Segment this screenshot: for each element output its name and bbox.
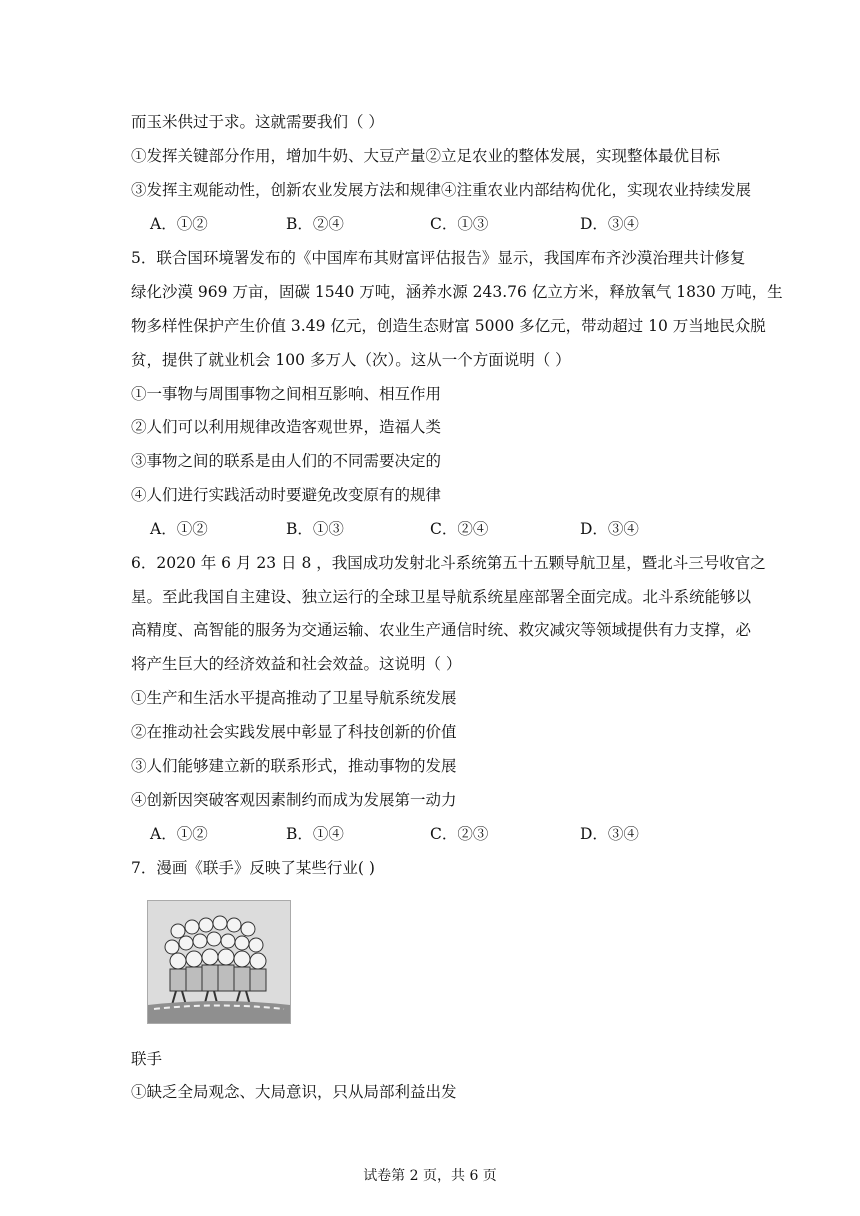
choice-d: D．③④ bbox=[580, 215, 639, 233]
q5-statement-3: ③事物之间的联系是由人们的不同需要决定的 bbox=[131, 452, 442, 470]
choice-d: D．③④ bbox=[580, 825, 639, 843]
q6-stem-3: 高精度、高智能的服务为交通运输、农业生产通信时统、救灾减灾等领域提供有力支撑，必 bbox=[131, 621, 752, 639]
q5-statement-2: ②人们可以利用规律改造客观世界，造福人类 bbox=[131, 418, 442, 436]
cartoon-image bbox=[147, 900, 291, 1024]
choice-b: B．①④ bbox=[286, 825, 344, 843]
q6-stem-4: 将产生巨大的经济效益和社会效益。这说明（ ） bbox=[131, 655, 462, 673]
q5-statement-4: ④人们进行实践活动时要避免改变原有的规律 bbox=[131, 486, 442, 504]
line-q4-options-1: ①发挥关键部分作用，增加牛奶、大豆产量②立足农业的整体发展，实现整体最优目标 bbox=[131, 147, 721, 165]
q6-stem-2: 星。至此我国自主建设、独立运行的全球卫星导航系统星座部署全面完成。北斗系统能够以 bbox=[131, 588, 752, 606]
q5-statement-1: ①一事物与周围事物之间相互影响、相互作用 bbox=[131, 385, 442, 403]
choice-c: C．②④ bbox=[430, 520, 489, 538]
q6-statement-4: ④创新因突破客观因素制约而成为发展第一动力 bbox=[131, 791, 457, 809]
choice-a: A．①② bbox=[150, 215, 208, 233]
q5-stem-1: 5．联合国环境署发布的《中国库布其财富评估报告》显示，我国库布齐沙漠治理共计修复 bbox=[131, 249, 746, 267]
q5-stem-2: 绿化沙漠 969 万亩，固碳 1540 万吨，涵养水源 243.76 亿立方米，释放氧气 1830 万吨，生 bbox=[131, 283, 783, 301]
line-q4-stem-end: 而玉米供过于求。这就需要我们（ ） bbox=[131, 113, 384, 131]
choice-c: C．①③ bbox=[430, 215, 489, 233]
choice-a: A．①② bbox=[150, 825, 208, 843]
q5-stem-4: 贫，提供了就业机会 100 多万人（次）。这从一个方面说明（ ） bbox=[131, 351, 571, 369]
choice-a: A．①② bbox=[150, 520, 208, 538]
cartoon-caption: 联手 bbox=[131, 1050, 163, 1068]
q7-stem: 7．漫画《联手》反映了某些行业( ) bbox=[131, 859, 375, 877]
q7-statement-1: ①缺乏全局观念、大局意识，只从局部利益出发 bbox=[131, 1083, 457, 1101]
line-q4-options-2: ③发挥主观能动性，创新农业发展方法和规律④注重农业内部结构优化，实现农业持续发展 bbox=[131, 181, 752, 199]
choice-c: C．②③ bbox=[430, 825, 489, 843]
q6-statement-3: ③人们能够建立新的联系形式，推动事物的发展 bbox=[131, 757, 457, 775]
page-footer: 试卷第 2 页，共 6 页 bbox=[363, 1168, 497, 1184]
q5-stem-3: 物多样性保护产生价值 3.49 亿元，创造生态财富 5000 多亿元，带动超过 10 万当地民众脱 bbox=[131, 317, 766, 335]
choice-d: D．③④ bbox=[580, 520, 639, 538]
q6-statement-1: ①生产和生活水平提高推动了卫星导航系统发展 bbox=[131, 689, 457, 707]
choice-b: B．①③ bbox=[286, 520, 344, 538]
choice-b: B．②④ bbox=[286, 215, 344, 233]
q6-statement-2: ②在推动社会实践发展中彰显了科技创新的价值 bbox=[131, 723, 457, 741]
q6-stem-1: 6．2020 年 6 月 23 日 8 ，我国成功发射北斗系统第五十五颗导航卫星，暨北斗三号收官之 bbox=[131, 554, 766, 572]
